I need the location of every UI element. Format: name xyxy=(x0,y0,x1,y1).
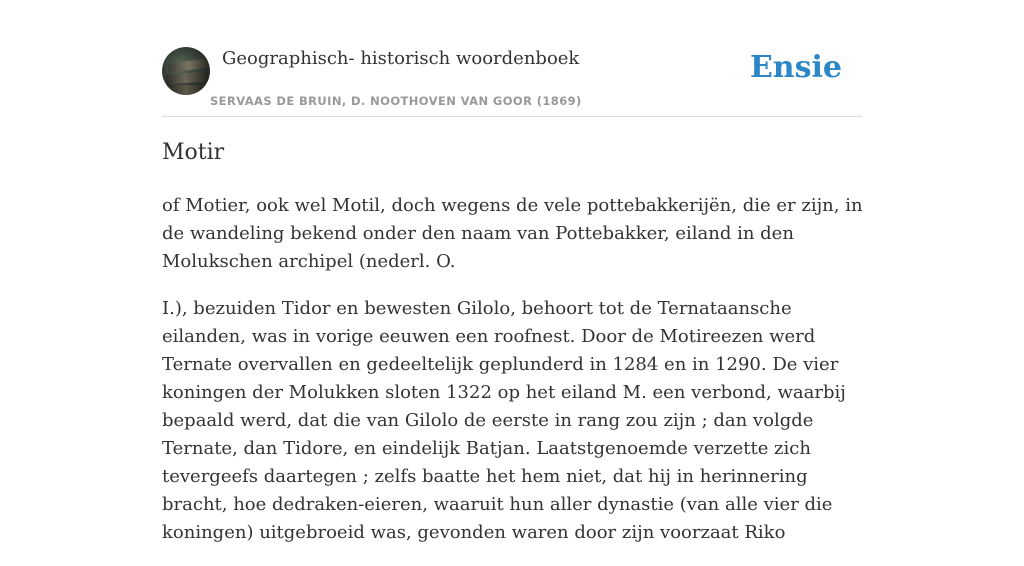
ensie-logo-link[interactable]: Ensie xyxy=(749,50,842,85)
entry-body xyxy=(162,192,867,566)
book-spine-image xyxy=(166,72,209,85)
entry-paragraph: of Motier, ook wel Motil, doch wegens de vele pottebakkerijën, die er zijn, in de wandeling bekend onder den naam van Pottebakker, eiland in den Molukschen archipel (nederl. O. xyxy=(162,195,863,272)
site-header xyxy=(162,40,862,117)
book-title[interactable]: Geographisch- historisch woordenboek xyxy=(222,48,580,69)
book-spine-image xyxy=(168,58,209,72)
book-authors: SERVAAS DE BRUIN, D. NOOTHOVEN VAN GOOR (1869) xyxy=(210,94,582,108)
book-spine-image xyxy=(164,85,208,95)
book-cover-avatar[interactable] xyxy=(162,47,210,95)
entry-paragraph: I.), bezuiden Tidor en bewesten Gilolo, behoort tot de Ternataansche eilanden, was in vorige eeuwen een roofnest. Door de Motireezen werd Ternate overvallen en gedeeltelijk geplunderd in 1284 en in 1290. De vier koningen der Molukken sloten 1322 op het eiland M. een verbond, waarbij bepaald werd, dat die van Gilolo de eerste in rang zou zijn ; dan volgde Ternate, dan Tidore, en eindelijk Batjan. Laatstgenoemde verzette zich tevergeefs daartegen ; zelfs baatte het hem niet, dat hij in herinnering bracht, hoe dedraken-eieren, waaruit hun aller dynastie (van alle vier die koningen) uitgebroeid was, gevonden waren door zijn voorzaat Riko xyxy=(162,298,846,543)
entry-headword: Motir xyxy=(162,140,225,165)
